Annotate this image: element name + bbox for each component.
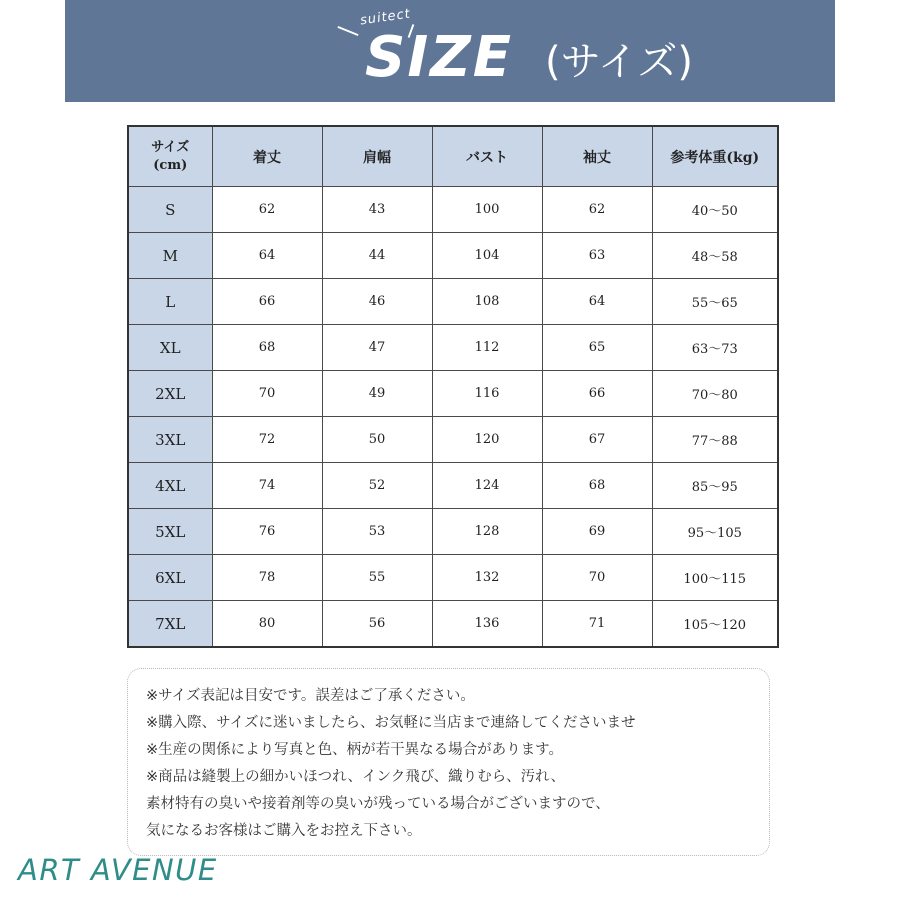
column-header-length: 着丈	[212, 126, 322, 187]
table-row	[128, 417, 778, 463]
brand-logo-text: ART AVENUE	[18, 853, 218, 887]
table-cell: 67	[542, 417, 652, 463]
size-label: 6XL	[128, 555, 212, 601]
table-cell: 64	[212, 233, 322, 279]
table-cell: 68	[542, 463, 652, 509]
table-cell: 69	[542, 509, 652, 555]
column-header-shoulder: 肩幅	[322, 126, 432, 187]
notes-box	[127, 668, 770, 856]
table-cell: 53	[322, 509, 432, 555]
table-cell: 116	[432, 371, 542, 417]
table-row	[128, 279, 778, 325]
table-cell: 70	[542, 555, 652, 601]
table-cell: 40～50	[652, 187, 778, 233]
table-cell: 108	[432, 279, 542, 325]
table-cell: 78	[212, 555, 322, 601]
table-cell: 55	[322, 555, 432, 601]
table-cell: 132	[432, 555, 542, 601]
table-cell: 128	[432, 509, 542, 555]
table-cell: 49	[322, 371, 432, 417]
table-cell: 100～115	[652, 555, 778, 601]
table-row	[128, 463, 778, 509]
note-line: 素材特有の臭いや接着剤等の臭いが残っている場合がございますので、	[146, 796, 610, 812]
table-row	[128, 509, 778, 555]
table-cell: 64	[542, 279, 652, 325]
table-row	[128, 371, 778, 417]
table-cell: 50	[322, 417, 432, 463]
table-cell: 47	[322, 325, 432, 371]
table-cell: 48～58	[652, 233, 778, 279]
size-label: L	[128, 279, 212, 325]
table-cell: 43	[322, 187, 432, 233]
table-cell: 52	[322, 463, 432, 509]
size-label: 3XL	[128, 417, 212, 463]
size-chart-table	[127, 125, 779, 648]
table-row	[128, 233, 778, 279]
table-header-row	[128, 126, 778, 187]
table-cell: 63	[542, 233, 652, 279]
size-banner	[65, 0, 835, 102]
table-cell: 77～88	[652, 417, 778, 463]
logo-slash-mark	[337, 26, 358, 36]
table-cell: 104	[432, 233, 542, 279]
table-cell: 85～95	[652, 463, 778, 509]
table-cell: 76	[212, 509, 322, 555]
note-line: ※サイズ表記は目安です。誤差はご了承ください。	[146, 688, 475, 704]
table-cell: 62	[212, 187, 322, 233]
table-corner-header	[128, 126, 212, 187]
table-cell: 74	[212, 463, 322, 509]
table-cell: 55～65	[652, 279, 778, 325]
size-logo-title: SIZE	[365, 25, 514, 90]
size-label: 2XL	[128, 371, 212, 417]
table-cell: 112	[432, 325, 542, 371]
table-cell: 66	[212, 279, 322, 325]
size-label: 4XL	[128, 463, 212, 509]
table-cell: 95～105	[652, 509, 778, 555]
size-label: 5XL	[128, 509, 212, 555]
corner-label-size: サイズ	[151, 139, 190, 155]
table-cell: 70～80	[652, 371, 778, 417]
table-cell: 124	[432, 463, 542, 509]
note-line: 気になるお客様はご購入をお控え下さい。	[146, 823, 422, 839]
note-line: ※生産の関係により写真と色、柄が若干異なる場合があります。	[146, 742, 563, 758]
table-cell: 65	[542, 325, 652, 371]
corner-label-unit: (cm)	[153, 157, 188, 173]
size-label: XL	[128, 325, 212, 371]
size-label: S	[128, 187, 212, 233]
logo-subtitle: suitect	[359, 6, 412, 29]
note-line: ※購入際、サイズに迷いましたら、お気軽に当店まで連絡してくださいませ	[146, 715, 636, 731]
table-cell: 71	[542, 601, 652, 648]
table-cell: 63～73	[652, 325, 778, 371]
table-cell: 80	[212, 601, 322, 648]
size-label: 7XL	[128, 601, 212, 648]
table-cell: 68	[212, 325, 322, 371]
table-cell: 46	[322, 279, 432, 325]
table-row	[128, 325, 778, 371]
table-cell: 120	[432, 417, 542, 463]
table-row	[128, 187, 778, 233]
table-cell: 136	[432, 601, 542, 648]
note-line: ※商品は縫製上の細かいほつれ、インク飛び、織りむら、汚れ、	[146, 769, 566, 785]
table-cell: 44	[322, 233, 432, 279]
table-row	[128, 601, 778, 648]
table-cell: 72	[212, 417, 322, 463]
column-header-bust: バスト	[432, 126, 542, 187]
table-cell: 66	[542, 371, 652, 417]
table-cell: 105～120	[652, 601, 778, 648]
column-header-weight: 参考体重(kg)	[652, 126, 778, 187]
size-logo-japanese: (サイズ)	[545, 39, 694, 85]
table-cell: 100	[432, 187, 542, 233]
table-cell: 70	[212, 371, 322, 417]
table-row	[128, 555, 778, 601]
table-cell: 56	[322, 601, 432, 648]
column-header-sleeve: 袖丈	[542, 126, 652, 187]
size-label: M	[128, 233, 212, 279]
table-cell: 62	[542, 187, 652, 233]
